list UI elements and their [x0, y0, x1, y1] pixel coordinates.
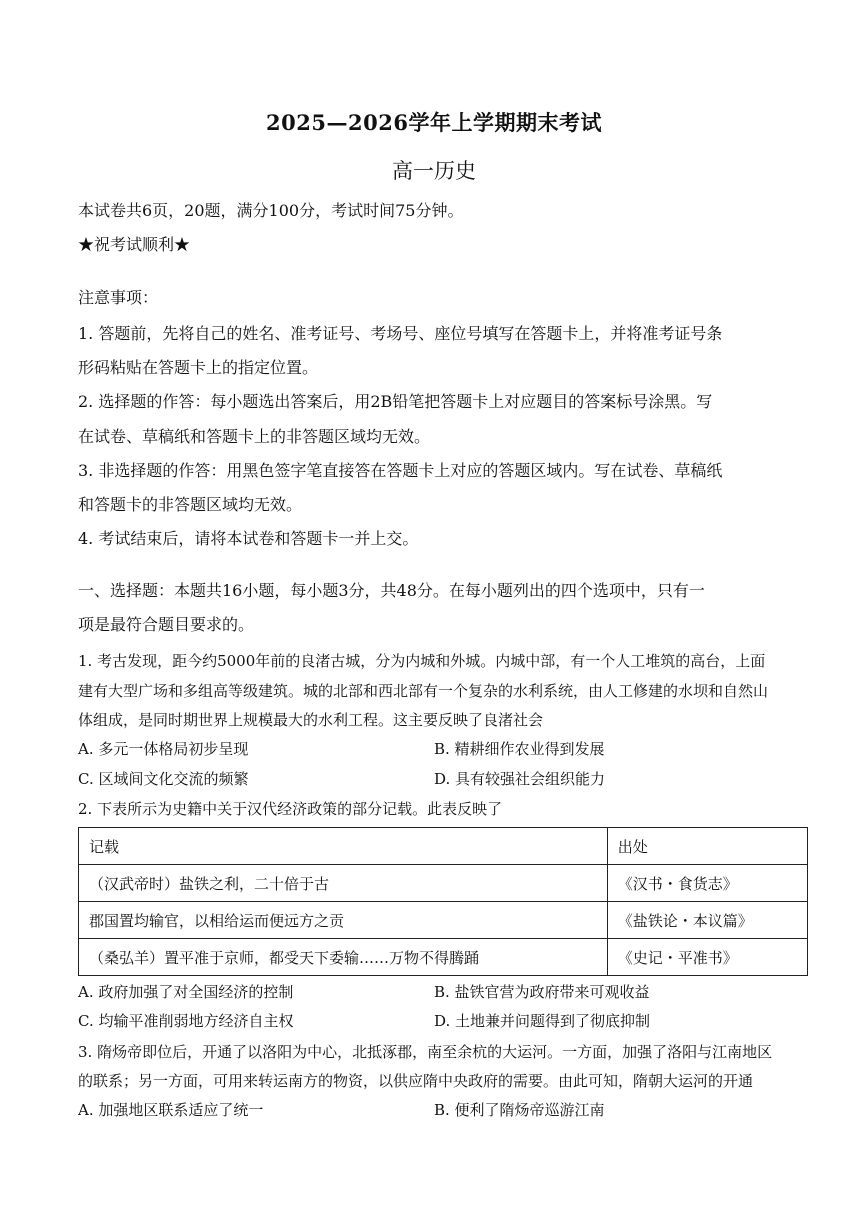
notice-item-2-line-2: 在试卷、草稿纸和答题卡上的非答题区域均无效。 [78, 427, 431, 446]
question-1-option-b: B. 精耕细作农业得到发展 [434, 740, 605, 758]
notice-item-4: 4. 考试结束后，请将本试卷和答题卡一并上交。 [78, 529, 419, 548]
question-1-option-a: A. 多元一体格局初步呈现 [78, 740, 249, 758]
question-3-option-b: B. 便利了隋炀帝巡游江南 [434, 1101, 605, 1119]
question-1-line-1: 1. 考古发现，距今约5000年前的良渚古城，分为内城和外城。内城中部，有一个人工堆筑的高台，上面 [78, 652, 766, 670]
exam-title: 2025—2026学年上学期期末考试 [266, 110, 602, 135]
question-3-option-a: A. 加强地区联系适应了统一 [78, 1101, 264, 1119]
question-1-line-3: 体组成，是同时期世界上规模最大的水利工程。这主要反映了良渚社会 [78, 711, 544, 729]
question-3-line-1: 3. 隋炀帝即位后，开通了以洛阳为中心，北抵涿郡，南至余杭的大运河。一方面，加强了洛阳与江南地区 [78, 1043, 773, 1061]
table-header-record: 记载 [79, 828, 608, 865]
question-1-option-c: C. 区域间文化交流的频繁 [78, 770, 249, 788]
question-1-option-d: D. 具有较强社会组织能力 [434, 770, 606, 788]
notice-item-2-line-1: 2. 选择题的作答：每小题选出答案后，用2B铅笔把答题卡上对应题目的答案标号涂黑。写 [78, 392, 713, 411]
table-cell-record: 郡国置均输官，以相给运而便远方之贡 [79, 902, 608, 939]
subject-title: 高一历史 [392, 159, 476, 183]
table-cell-source: 《盐铁论・本议篇》 [607, 902, 807, 939]
good-luck: ★祝考试顺利★ [78, 235, 191, 254]
notice-heading: 注意事项： [78, 288, 159, 307]
notice-item-3-line-2: 和答题卡的非答题区域均无效。 [78, 495, 303, 514]
table-header-source: 出处 [607, 828, 807, 865]
question-1-line-2: 建有大型广场和多组高等级建筑。城的北部和西北部有一个复杂的水利系统，由人工修建的水坝和自然山 [78, 682, 769, 700]
table-row [79, 939, 808, 976]
table-row [79, 865, 808, 902]
section-1-line-1: 一、选择题：本题共16小题，每小题3分，共48分。在每小题列出的四个选项中，只有一 [78, 581, 705, 600]
table-header-row [79, 828, 808, 865]
question-3-line-2: 的联系；另一方面，可用来转运南方的物资，以供应隋中央政府的需要。由此可知，隋朝大运河的开通 [78, 1072, 754, 1090]
table-row [79, 902, 808, 939]
notice-item-3-line-1: 3. 非选择题的作答：用黑色签字笔直接答在答题卡上对应的答题区域内。写在试卷、草稿纸 [78, 461, 723, 480]
question-2-stem: 2. 下表所示为史籍中关于汉代经济政策的部分记载。此表反映了 [78, 800, 503, 818]
records-table [78, 827, 808, 976]
table-cell-source: 《汉书・食货志》 [607, 865, 807, 902]
notice-item-1-line-1: 1. 答题前，先将自己的姓名、准考证号、考场号、座位号填写在答题卡上，并将准考证号条 [78, 324, 723, 343]
question-2-option-a: A. 政府加强了对全国经济的控制 [78, 983, 294, 1001]
table-cell-record: （汉武帝时）盐铁之利，二十倍于古 [79, 865, 608, 902]
question-2-option-c: C. 均输平准削弱地方经济自主权 [78, 1012, 294, 1030]
notice-item-1-line-2: 形码粘贴在答题卡上的指定位置。 [78, 358, 319, 377]
question-2-option-d: D. 土地兼并问题得到了彻底抑制 [434, 1012, 651, 1030]
question-2-option-b: B. 盐铁官营为政府带来可观收益 [434, 983, 650, 1001]
table-cell-record: （桑弘羊）置平准于京师，都受天下委输……万物不得腾踊 [79, 939, 608, 976]
section-1-line-2: 项是最符合题目要求的。 [78, 615, 255, 634]
exam-info: 本试卷共6页，20题，满分100分，考试时间75分钟。 [78, 201, 464, 220]
table-cell-source: 《史记・平准书》 [607, 939, 807, 976]
